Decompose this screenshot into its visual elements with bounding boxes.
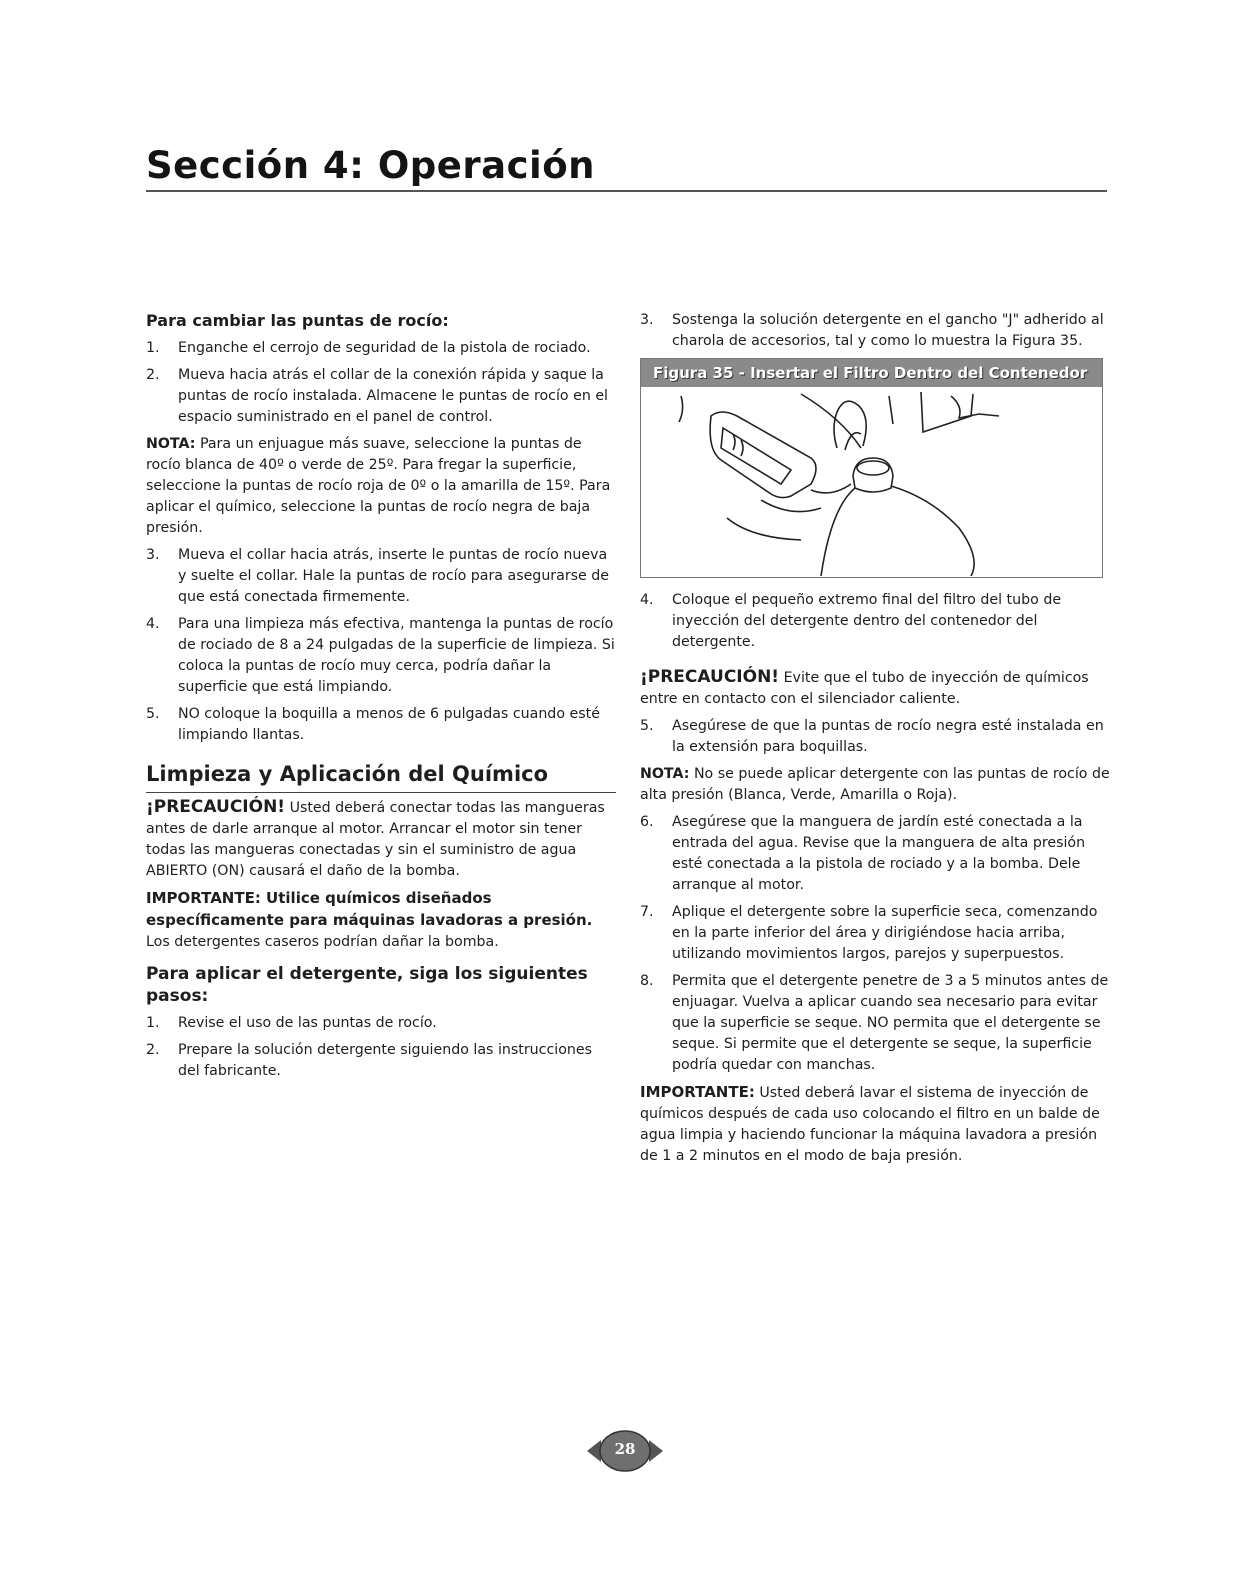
page-number: 28 — [614, 1440, 636, 1458]
list-item — [146, 614, 616, 698]
important-paragraph — [640, 1082, 1110, 1167]
detergent-filter-illustration — [641, 388, 1102, 576]
page-title: Sección 4: Operación — [146, 144, 595, 187]
figure-35 — [640, 358, 1103, 578]
list-number: 4. — [640, 592, 654, 608]
list-number: 3. — [640, 312, 654, 328]
list-number: 5. — [640, 718, 654, 734]
left-column — [146, 310, 616, 1088]
list-item — [146, 545, 616, 608]
important-paragraph — [146, 888, 616, 953]
note-label: NOTA: — [146, 436, 196, 452]
list-item — [146, 1040, 616, 1082]
list-text: Prepare la solución detergente siguiendo las instrucciones del fabricante. — [178, 1042, 592, 1079]
important-label: IMPORTANTE: Utilice químicos diseñados específicamente para máquinas lavadoras a presión. — [146, 889, 593, 929]
caution-label: ¡PRECAUCIÓN! — [640, 667, 780, 687]
list-text: Mueva el collar hacia atrás, inserte le puntas de rocío nueva y suelte el collar. Hale la puntas de rocío para asegurarse de que está conectada firmemente. — [178, 547, 610, 605]
list-number: 4. — [146, 616, 160, 632]
list-number: 1. — [146, 1015, 160, 1031]
list-item — [640, 812, 1110, 896]
important-text: Los detergentes caseros podrían dañar la bomba. — [146, 934, 499, 950]
figure-caption: Figura 35 - Insertar el Filtro Dentro del Contenedor — [641, 359, 1102, 387]
list-number: 8. — [640, 973, 654, 989]
caution-text: Evite que el tubo de inyección de químicos entre en contacto con el silenciador caliente. — [640, 670, 1089, 707]
list-text: Aplique el detergente sobre la superficie seca, comenzando en la parte inferior del área y dirigiéndose hacia arriba, utilizando movimientos largos, parejos y superpuestos. — [672, 904, 1098, 962]
note-text: No se puede aplicar detergente con las puntas de rocío de alta presión (Blanca, Verde, Amarilla o Roja). — [640, 766, 1110, 803]
list-number: 6. — [640, 814, 654, 830]
list-item — [146, 365, 616, 428]
list-number: 5. — [146, 706, 160, 722]
list-text: Revise el uso de las puntas de rocío. — [178, 1015, 437, 1031]
spray-tips-heading: Para cambiar las puntas de rocío: — [146, 311, 449, 330]
caution-paragraph — [640, 667, 1110, 710]
list-text: NO coloque la boquilla a menos de 6 pulgadas cuando esté limpiando llantas. — [178, 706, 600, 743]
note-label: NOTA: — [640, 766, 690, 782]
section-heading: Limpieza y Aplicación del Químico — [146, 760, 616, 793]
list-item — [146, 704, 616, 746]
title-divider — [146, 190, 1107, 192]
list-item — [640, 590, 1110, 653]
caution-label: ¡PRECAUCIÓN! — [146, 797, 286, 817]
important-label: IMPORTANTE: — [640, 1083, 755, 1101]
note-text: Para un enjuague más suave, seleccione la puntas de rocío blanca de 40º o verde de 25º. Para fregar la superficie, seleccione la puntas de rocío roja de 0º o la amarilla de 15º. Para aplicar el químico, seleccione la puntas de rocío negra de baja presión. — [146, 436, 611, 536]
list-text: Asegúrese que la manguera de jardín esté conectada a la entrada del agua. Revise que la manguera de alta presión esté conectada a la pistola de rociado y a la bomba. Dele arranque al motor. — [672, 814, 1086, 893]
page-number-badge — [587, 1428, 663, 1474]
right-column — [640, 310, 1110, 1173]
list-item — [640, 310, 1110, 352]
important-text: Usted deberá lavar el sistema de inyección de químicos después de cada uso colocando el filtro en un balde de agua limpia y haciendo funcionar la máquina lavadora a presión de 1 a 2 minutos en el modo de baja presión. — [640, 1085, 1100, 1164]
caution-text: Usted deberá conectar todas las mangueras antes de darle arranque al motor. Arrancar el motor sin tener todas las mangueras conectadas y sin el suministro de agua ABIERTO (ON) causará el daño de la bomba. — [146, 800, 605, 879]
list-text: Para una limpieza más efectiva, mantenga la puntas de rocío de rociado de 8 a 24 pulgadas de la superficie de limpieza. Si coloca la puntas de rocío muy cerca, podría dañar la superficie que está limpiando. — [178, 616, 615, 695]
list-text: Sostenga la solución detergente en el gancho "J" adherido al charola de accesorios, tal y como lo muestra la Figura 35. — [672, 312, 1104, 349]
list-number: 2. — [146, 367, 160, 383]
caution-paragraph — [146, 797, 616, 882]
list-text: Asegúrese de que la puntas de rocío negra esté instalada en la extensión para boquillas. — [672, 718, 1104, 755]
list-item — [640, 971, 1110, 1076]
list-text: Permita que el detergente penetre de 3 a 5 minutos antes de enjuagar. Vuelva a aplicar cuando sea necesario para evitar que la superficie se seque. NO permita que el detergente se seque. Si permite que el detergente se seque, la superficie podría quedar con manchas. — [672, 973, 1109, 1073]
list-number: 1. — [146, 340, 160, 356]
note-paragraph — [146, 434, 616, 539]
list-item — [640, 902, 1110, 965]
list-item — [146, 338, 616, 359]
list-text: Enganche el cerrojo de seguridad de la pistola de rociado. — [178, 340, 591, 356]
list-text: Mueva hacia atrás el collar de la conexión rápida y saque la puntas de rocío instalada. Almacene le puntas de rocío en el espacio suministrado en el panel de control. — [178, 367, 608, 425]
list-item — [146, 1013, 616, 1034]
list-number: 3. — [146, 547, 160, 563]
apply-heading: Para aplicar el detergente, siga los siguientes pasos: — [146, 964, 588, 1006]
list-number: 7. — [640, 904, 654, 920]
list-number: 2. — [146, 1042, 160, 1058]
list-text: Coloque el pequeño extremo final del filtro del tubo de inyección del detergente dentro del contenedor del detergente. — [672, 592, 1062, 650]
note-paragraph — [640, 764, 1110, 806]
list-item — [640, 716, 1110, 758]
